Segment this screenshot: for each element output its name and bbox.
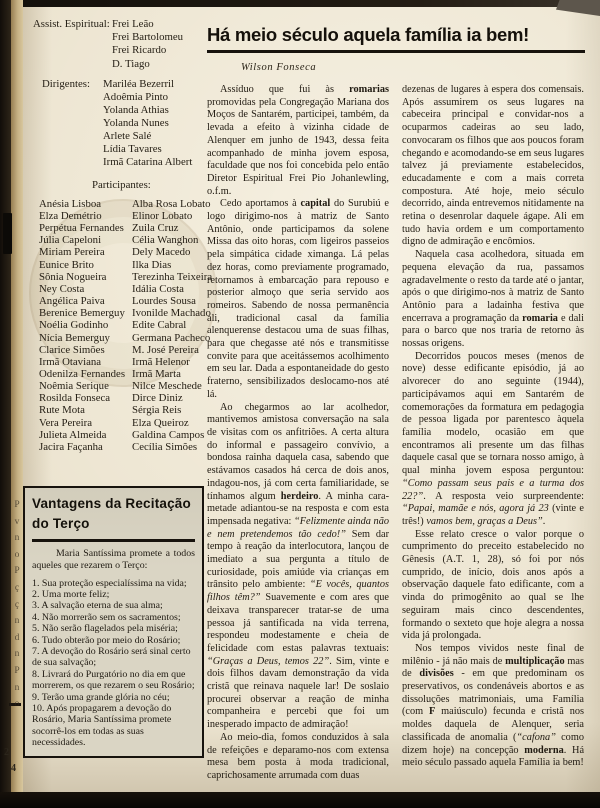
- terco-box-title: Vantagens da Recitação do Terço: [32, 496, 191, 531]
- participant-row: [33, 307, 215, 319]
- participant-row: [33, 344, 215, 356]
- assist-espiritual-names: [112, 18, 183, 71]
- scan-edge-top: [0, 0, 600, 7]
- bleed-fragment: o: [14, 549, 20, 560]
- bleed-fragment: P: [14, 500, 20, 510]
- terco-item: 6. Tudo obterão por meio do Rosário;: [32, 634, 181, 646]
- participant-name: Ney Costa: [39, 282, 85, 295]
- terco-item: 9. Terão uma grande glória no céu;: [32, 691, 170, 703]
- terco-item: 3. A salvação eterna de sua alma;: [32, 600, 163, 612]
- participant-row: [33, 332, 215, 344]
- participant-name: Ivonilde Machado: [132, 307, 211, 320]
- participant-name: Nícia Bemerguy: [39, 331, 110, 344]
- participant-name: Noêmia Serique: [39, 380, 109, 393]
- terco-item: 10. Após propagarem a devoção do Rosário, Maria Santíssima promete socorrê-los em todas as suas necessidades.: [32, 703, 172, 749]
- paragraph: Ao chegarmos ao lar acolhedor, mantivemos amistosa conversação na sala de visitas com os anfitriões. A certa altura do informal e passageiro convívio, a bondosa rainha daquela casa, sabendo que estávamos casados há cerca de dois anos, indagou-nos, já com certa familiaridade, se tínhamos algum herdeiro. A minha cara-metade adiantou-se na resposta e com esta impensada negativa: “Felizmente ainda não e nem pretendemos tão cedo!” Sem dar tempo à reação da interlocutora, lançou de imediato a sua pergunta a título de curiosidade, pois amiúde via crianças em trânsito pelo ambiente: “E vocês, quantos filhos têm?” Suavemente e com ares que deixava transparecer tratar-se de uma pessoa já santificada na vida terrena, respondeu modestamente e cheia de felicidade com estas palavras textuais: “Graças a Deus, temos 22”. Sim, vinte e dois filhos davam demonstração da vida cristã que reinava naquele lar! De soslaio procurei observar a reação de minha companheira e percebi que foi um inesperado impacto de admiração!: [207, 401, 390, 731]
- participantes-label: Participantes:: [92, 178, 151, 191]
- participant-name: Elinor Lobato: [132, 209, 193, 222]
- paragraph: Decorridos poucos meses (menos de nove) desse edificante episódio, já ao alvorecer do ano seguinte (1944), participávamos aqui em Santarém de comemorações da formatura em pedagogia de pessoa ligada por parentesco àquela família modelo, ocasião em que encontramos ali presente um das filhas daquele casal que se tornara nosso amigo, à qual minha jovem esposa perguntou: “Como passam seus pais e a turma dos 22?”. A resposta veio surpreendente: “Papai, mamãe e nós, agora já 23 (vinte e três!) vamos bem, graças a Deus”.: [402, 350, 584, 527]
- name-item: Yolanda Athias: [103, 103, 169, 116]
- bleed-fragment: n: [14, 533, 20, 544]
- margin-bleed-fragments: [11, 497, 23, 713]
- bleed-fragment: P: [14, 665, 20, 676]
- article-title: Há meio século aquela família ia bem!: [207, 24, 530, 45]
- terco-item: 5. Não serão flagelados pela miséria;: [32, 623, 178, 635]
- terco-item: 8. Livrará do Purgatório no dia em que morrerem, os que rezarem o seu Rosário;: [32, 668, 195, 692]
- participant-name: Terezinha Teixeira: [132, 270, 213, 283]
- name-item: Arlete Salé: [103, 129, 152, 142]
- participant-name: Germana Pacheco: [132, 331, 211, 344]
- participant-name: Irmã Helenor: [132, 355, 190, 368]
- dirigentes-section: [33, 78, 215, 169]
- participant-row: [33, 234, 215, 246]
- assist-espiritual-label: Assist. Espiritual:: [33, 18, 110, 30]
- participant-name: Dely Macedo: [132, 246, 191, 259]
- participant-name: Vera Pereira: [39, 416, 93, 429]
- participant-name: Rute Mota: [39, 404, 85, 417]
- participant-name: Elza Queiroz: [132, 416, 189, 429]
- participant-name: Cecília Simões: [132, 440, 198, 453]
- name-item: Irmã Catarina Albert: [103, 155, 193, 168]
- participant-row: [33, 222, 215, 234]
- participant-name: Idália Costa: [132, 282, 184, 295]
- bleed-fragment: n: [14, 649, 20, 660]
- participant-name: Odenilza Fernandes: [39, 368, 126, 380]
- article-column-1: [207, 84, 389, 783]
- participant-name: Lourdes Sousa: [132, 295, 196, 308]
- bleed-fragment: P: [14, 566, 20, 577]
- paragraph: Nos tempos vividos neste final de milênio - já não mais de multiplicação mas de divisões - em que predominam os preservativos, os condenáveis abortos e as dissoluções matrimoniais, uma Família (com F maiúsculo) fecunda e cristã nos moldes daquela de Alenquer, seria classificada de anomalia (“cafona” como dizem hoje) na concepção moderna. Há meio século passado aquela Família ia bem!: [402, 642, 585, 769]
- participant-name: Irmã Otaviana: [39, 355, 102, 368]
- name-item: Lídia Tavares: [103, 142, 162, 155]
- paragraph: Assíduo que fui às romarias promovidas pela Congregação Mariana dos Moços de Santarém, participei, também, da levada a efeito à vizinha cidade de Alenquer em junho de 1943, dessa feita acompanhado de minha jovem esposa, faculdade que nos foi concebida pelo então Diretor Espiritual Frei Pio Johanlewling, o.f.m.: [207, 84, 389, 197]
- terco-box-rule: [32, 539, 195, 542]
- participant-name: Miriam Pereira: [39, 246, 105, 259]
- participant-name: Zuila Cruz: [132, 222, 179, 235]
- participant-name: Alba Rosa Lobato: [132, 197, 211, 210]
- participant-row: [33, 283, 215, 295]
- bleed-fragment: o: [14, 699, 20, 710]
- page-number: 2: [4, 747, 9, 758]
- participant-row: [33, 429, 215, 441]
- name-item: Mariléa Bezerril: [103, 77, 175, 90]
- name-item: Adoêmia Pinto: [103, 90, 169, 103]
- participant-name: Clarice Simões: [39, 343, 105, 356]
- bleed-fragment: ç: [14, 599, 20, 610]
- participant-row: [33, 368, 215, 380]
- participant-name: Anésia Lisboa: [39, 197, 102, 210]
- participant-row: [33, 198, 215, 210]
- participant-name: Berenice Bemerguy: [39, 307, 125, 320]
- participant-row: [33, 246, 215, 258]
- name-item: Frei Bartolomeu: [112, 31, 184, 44]
- paragraph: Esse relato cresce o valor porque o cumprimento do preceito estabelecido no Gênesis (A.T. 1, 28), só foi por nós cumprido, de início, dois anos após a observação daquele fato edificante, com a vinda do primogênito ao qual se lhe seguiram mais cinco descendentes, formando o sexteto que hoje alegra a nossa vida já prolongada.: [402, 528, 584, 642]
- participant-row: [33, 356, 215, 368]
- participant-row: [33, 380, 215, 392]
- terco-item: 2. Uma morte feliz;: [32, 589, 110, 600]
- scan-edge-bottom: [0, 792, 600, 808]
- participant-name: Eunice Brito: [39, 258, 94, 271]
- participant-name: Rosilda Fonseca: [39, 392, 111, 405]
- terco-item: 1. Sua proteção especialíssima na vida;: [32, 577, 187, 589]
- paragraph: Ao meio-dia, fomos conduzidos à sala de refeições e deparamo-nos com extensa mesa bem posta à moda tradicional, caprichosamente arrumada com duas: [207, 731, 389, 781]
- bleed-fragment: n: [14, 682, 20, 693]
- participant-name: Dirce Diniz: [132, 392, 183, 405]
- name-item: Yolanda Nunes: [103, 116, 169, 129]
- participantes-list: [33, 198, 215, 453]
- participant-name: Sônia Nogueira: [39, 270, 107, 283]
- dirigentes-label: Dirigentes:: [42, 77, 90, 90]
- participant-name: Edite Cabral: [132, 319, 187, 332]
- article-body: [207, 84, 585, 783]
- participant-name: Perpétua Fernandes: [39, 222, 124, 235]
- participant-row: [33, 404, 215, 416]
- dirigentes-names: [103, 78, 192, 169]
- article: [207, 24, 585, 783]
- participant-name: Angélica Paiva: [39, 295, 105, 308]
- left-panel: [33, 18, 215, 453]
- bleed-fragment: n: [14, 616, 20, 627]
- terco-advantages-box: [23, 486, 204, 758]
- participant-row: [33, 417, 215, 429]
- participant-name: Nilce Meschede: [132, 380, 202, 393]
- page-binding-shadow: [0, 0, 11, 808]
- participant-row: [33, 259, 215, 271]
- participant-name: Júlia Capeloni: [39, 234, 102, 247]
- participant-name: Elza Demétrio: [39, 209, 102, 222]
- page-number: 4: [11, 763, 16, 774]
- terco-box-items: [32, 578, 195, 749]
- terco-item: 7. A devoção do Rosário será sinal certo de sua salvação;: [32, 646, 191, 669]
- participant-row: [33, 392, 215, 404]
- participant-name: Célia Wanghon: [132, 234, 199, 247]
- bleed-fragment: ç: [14, 582, 20, 593]
- name-item: D. Tiago: [112, 57, 150, 70]
- assist-espiritual-section: [33, 18, 215, 71]
- page-paper: [23, 7, 600, 793]
- participant-name: Sérgia Reis: [132, 404, 182, 417]
- participant-row: [33, 319, 215, 331]
- participant-row: [33, 295, 215, 307]
- participant-name: M. José Pereira: [132, 343, 199, 356]
- terco-item: 4. Não morrerão sem os sacramentos;: [32, 611, 181, 623]
- name-item: Frei Ricardo: [112, 44, 167, 57]
- participant-name: Galdina Campos: [132, 428, 205, 441]
- participant-row: [33, 441, 215, 453]
- name-item: Frei Leão: [112, 18, 154, 30]
- bleed-fragment: v: [14, 516, 20, 527]
- participant-name: Noélia Godinho: [39, 319, 109, 332]
- participant-name: Irmã Marta: [132, 368, 181, 380]
- paragraph: Cedo aportamos à capital do Surubiú e logo dirigimo-nos à matriz de Santo Antônio, onde participamos da solene Missa das oito horas, com ligeiros passeios pela simpática cidade ximanga. Lá pelas dez horas, como previamente programado, retornamos à embarcação para repouso e posterior almoço que seria servido aos romeiros. Sabendo de nossa permanência ali, tradicional casal da família alenquerense destacou uma de suas filhas, para que chegasse até nós e transmitisse convite para que aceitássemos acolhimento em seu lar. Dada a espontaneidade do gesto fraterno, sensibilizados deslocamo-nos até lá.: [207, 198, 389, 400]
- bleed-fragment: d: [14, 632, 20, 643]
- article-byline: Wilson Fonseca: [241, 62, 317, 73]
- paragraph: Naquela casa acolhedora, situada em pequena elevação da rua, passamos agradavelmente o resto da tarde até o jantar, após o que dirigimo-nos à matriz de Santo Antônio para a ladainha festiva que encerrava a programação da romaria e dali para o barco que nos traria de retorno às nossas origens.: [402, 249, 584, 350]
- binding-ink-mark: [3, 213, 12, 254]
- article-column-2: [402, 84, 584, 783]
- participant-name: Jacira Façanha: [39, 440, 103, 453]
- participant-name: Julieta Almeida: [39, 428, 107, 441]
- participant-row: [33, 271, 215, 283]
- participant-name: Ilka Dias: [132, 258, 172, 271]
- article-title-rule: [207, 50, 585, 53]
- terco-box-intro: Maria Santíssima promete a todos aqueles que rezarem o Terço:: [32, 548, 195, 571]
- paragraph: dezenas de lugares à espera dos comensais. Após assumirem os seus lugares na cabeceira principal e convidar-nos a ocuparmos cadeiras ao seu lado, convocaram os filhos que aos poucos foram chegando e acomodando-se em seus lugares talvez já previamente estabelecidos, educadamente e com a mais correta compostura. Até hoje, meio século decorrido, ainda entrevemos nitidamente na retina o desenrolar daquele ágape. Ali em tudo havia ordem e um comportamento digno de admiração e encômios.: [402, 84, 584, 248]
- participant-row: [33, 210, 215, 222]
